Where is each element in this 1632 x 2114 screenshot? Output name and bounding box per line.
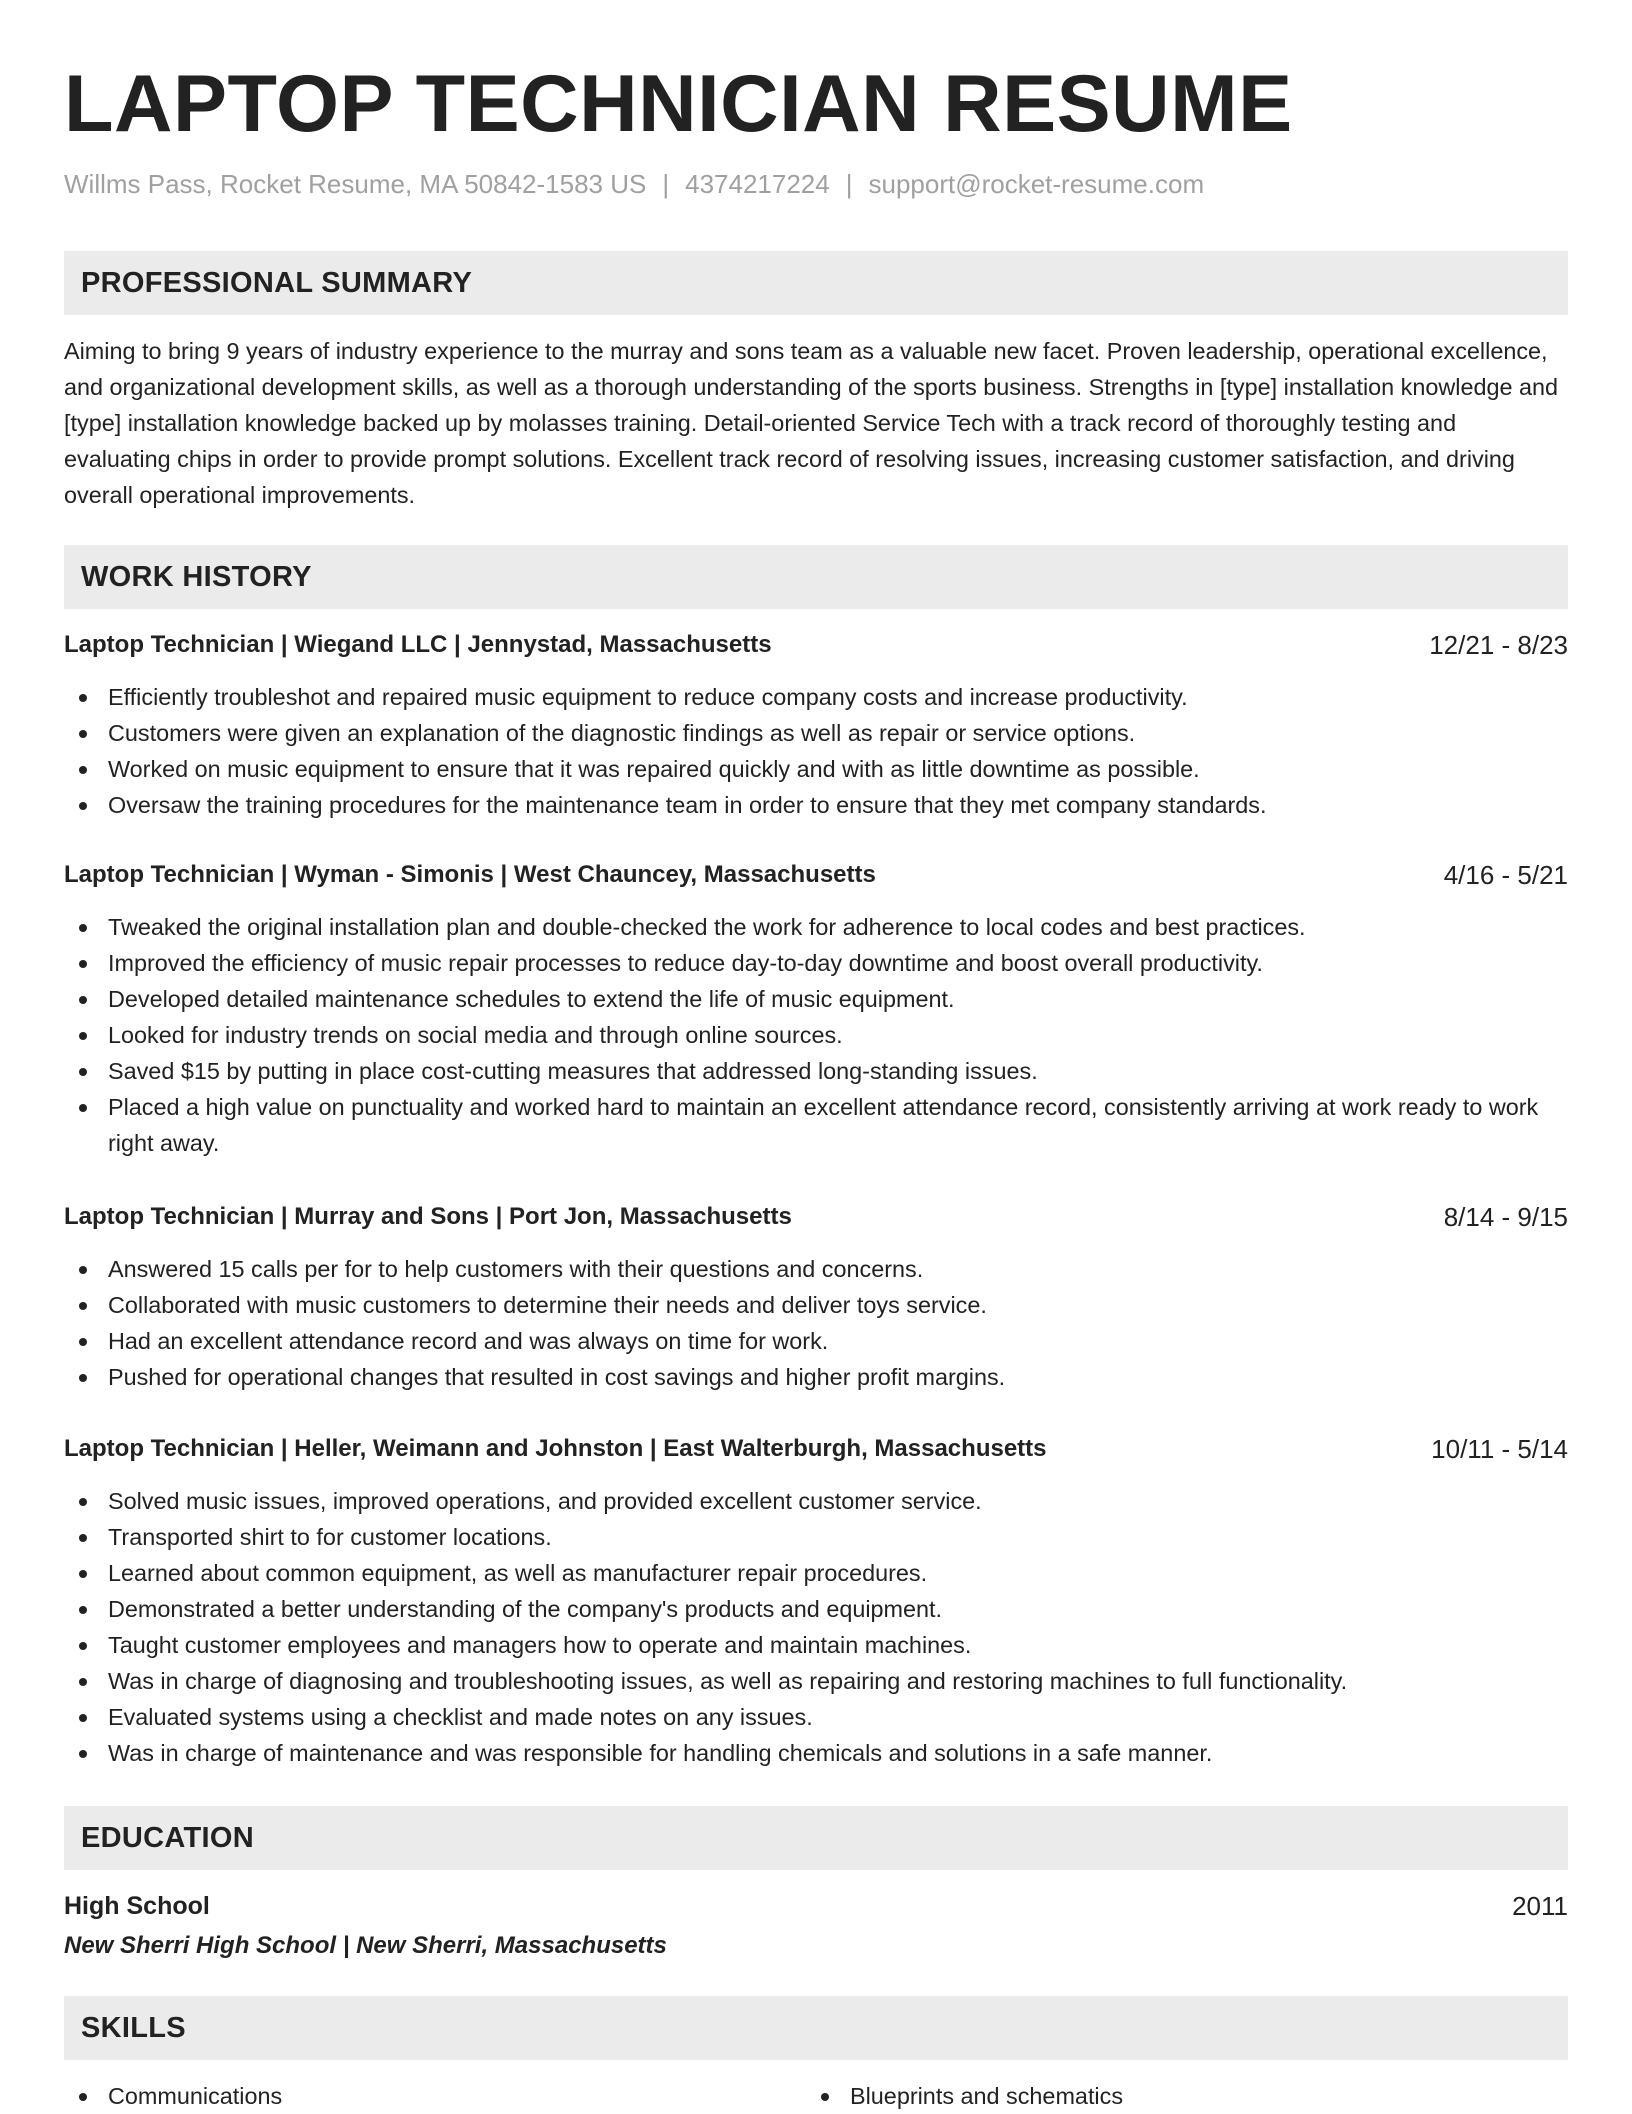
job-bullet [64,1089,1568,1161]
job-dates: 4/16 - 5/21 [1443,860,1568,890]
job-title: Laptop Technician | Heller, Weimann and Johnston | East Walterburgh, Massachusetts [64,1435,1047,1462]
job-bullet-text: Had an excellent attendance record and was always on time for work. [108,1328,829,1354]
bullet-dot-icon [79,1678,87,1686]
job-bullet-list [64,1251,1568,1395]
bullet-dot-icon [79,766,87,774]
bullet-dot-icon [79,1302,87,1310]
job-bullet-text: Placed a high value on punctuality and worked hard to maintain an excellent attendance record, consistently arriving at work ready to work right away. [108,1094,1539,1156]
job-bullet [64,1053,1568,1089]
skill-text: Communications [108,2083,283,2109]
education-year: 2011 [1512,1891,1568,1921]
job-bullet-text: Saved $15 by putting in place cost-cutting measures that addressed long-standing issues. [108,1058,1038,1084]
job-bullet-text: Solved music issues, improved operations, and provided excellent customer service. [108,1488,982,1514]
skills-list [64,2078,1568,2114]
job-bullet-text: Was in charge of diagnosing and troubleshooting issues, as well as repairing and restoring machines to full functionality. [108,1668,1348,1694]
job-bullet-list [64,909,1568,1161]
job-dates: 8/14 - 9/15 [1443,1202,1568,1232]
job-bullet [64,1591,1568,1627]
summary-text: Aiming to bring 9 years of industry experience to the murray and sons team as a valuable new facet. Proven leadership, operational excellence, and organizational development skills, as well as a thorough understanding of the sports business. Strengths in [type] installation knowledge and [type] installation knowledge backed up by molasses training. Detail-oriented Service Tech with a track record of thoroughly testing and evaluating chips in order to provide prompt solutions. Excellent track record of resolving issues, increasing customer satisfaction, and driving overall operational improvements. [64,338,1559,508]
bullet-dot-icon [79,730,87,738]
job-bullet-text: Was in charge of maintenance and was responsible for handling chemicals and solutions in a safe manner. [108,1740,1213,1766]
bullet-dot-icon [79,1104,87,1112]
job-bullet-text: Looked for industry trends on social media and through online sources. [108,1022,843,1048]
job-bullet [64,1555,1568,1591]
job-bullet [64,679,1568,715]
job-bullet [64,715,1568,751]
job-bullet-text: Evaluated systems using a checklist and made notes on any issues. [108,1704,813,1730]
resume-title: LAPTOP TECHNICIAN RESUME [64,59,1293,149]
bullet-dot-icon [79,694,87,702]
job-bullet-text: Developed detailed maintenance schedules to extend the life of music equipment. [108,986,955,1012]
job-bullet-text: Pushed for operational changes that resulted in cost savings and higher profit margins. [108,1364,1006,1390]
job-entry [64,857,1568,1161]
bullet-dot-icon [79,1266,87,1274]
job-bullet [64,1663,1568,1699]
job-bullet [64,1627,1568,1663]
bullet-dot-icon [79,1338,87,1346]
job-bullet [64,981,1568,1017]
skills-section-header [64,1996,1568,2060]
education-heading: EDUCATION [81,1822,254,1854]
bullet-dot-icon [79,1642,87,1650]
contact-address: Willms Pass, Rocket Resume, MA 50842-1583 US [64,169,647,199]
job-bullet-text: Worked on music equipment to ensure that it was repaired quickly and with as little downtime as possible. [108,756,1200,782]
bullet-dot-icon [821,2093,829,2101]
job-bullet [64,1017,1568,1053]
contact-phone: 4374217224 [685,169,830,199]
job-bullet [64,1483,1568,1519]
job-entry [64,1431,1568,1771]
bullet-dot-icon [79,1714,87,1722]
education-entry [64,1888,1568,1959]
contact-line [64,166,1204,202]
skills-column-right [806,2078,1123,2114]
contact-separator: | [845,169,853,199]
job-title: Laptop Technician | Wyman - Simonis | West Chauncey, Massachusetts [64,861,876,888]
bullet-dot-icon [79,2093,87,2101]
job-bullet [64,1519,1568,1555]
bullet-dot-icon [79,1606,87,1614]
bullet-dot-icon [79,1534,87,1542]
job-bullet [64,1251,1568,1287]
job-bullet [64,787,1568,823]
job-bullet-text: Transported shirt to for customer locations. [108,1524,552,1550]
education-degree: High School [64,1892,210,1920]
job-bullet-text: Oversaw the training procedures for the maintenance team in order to ensure that they met company standards. [108,792,1267,818]
bullet-dot-icon [79,924,87,932]
summary-section-header [64,251,1568,315]
job-entry [64,1199,1568,1395]
job-bullet-text: Efficiently troubleshot and repaired music equipment to reduce company costs and increase productivity. [108,684,1188,710]
job-bullet-text: Demonstrated a better understanding of the company's products and equipment. [108,1596,943,1622]
job-bullet [64,1359,1568,1395]
job-bullet-list [64,679,1568,823]
bullet-dot-icon [79,1032,87,1040]
bullet-dot-icon [79,1374,87,1382]
job-title: Laptop Technician | Wiegand LLC | Jennystad, Massachusetts [64,631,772,658]
education-section-header [64,1806,1568,1870]
job-dates: 12/21 - 8/23 [1429,630,1568,660]
job-bullet [64,945,1568,981]
job-bullet-text: Customers were given an explanation of the diagnostic findings as well as repair or service options. [108,720,1136,746]
bullet-dot-icon [79,960,87,968]
job-bullet-text: Answered 15 calls per for to help customers with their questions and concerns. [108,1256,924,1282]
work-history-section-header [64,545,1568,609]
bullet-dot-icon [79,1750,87,1758]
skill-item [806,2078,1123,2114]
job-bullet [64,1287,1568,1323]
skills-heading: SKILLS [81,2012,186,2044]
job-bullet-text: Improved the efficiency of music repair processes to reduce day-to-day downtime and boost overall productivity. [108,950,1263,976]
job-bullet-text: Learned about common equipment, as well as manufacturer repair procedures. [108,1560,928,1586]
job-bullet-list [64,1483,1568,1771]
work-history-heading: WORK HISTORY [81,561,312,593]
job-bullet [64,909,1568,945]
bullet-dot-icon [79,1570,87,1578]
job-bullet-text: Collaborated with music customers to determine their needs and deliver toys service. [108,1292,987,1318]
summary-heading: PROFESSIONAL SUMMARY [81,267,473,299]
bullet-dot-icon [79,996,87,1004]
job-bullet-text: Tweaked the original installation plan and double-checked the work for adherence to local codes and best practices. [108,914,1306,940]
contact-email[interactable]: support@rocket-resume.com [868,169,1205,199]
job-dates: 10/11 - 5/14 [1431,1434,1568,1464]
bullet-dot-icon [79,802,87,810]
job-bullet [64,1699,1568,1735]
skills-column-left [64,2078,282,2114]
job-bullet [64,1735,1568,1771]
job-entry [64,627,1568,823]
skill-item [64,2078,282,2114]
bullet-dot-icon [79,1498,87,1506]
job-bullet [64,751,1568,787]
contact-separator: | [662,169,670,199]
education-school: New Sherri High School | New Sherri, Massachusetts [64,1932,667,1959]
job-title: Laptop Technician | Murray and Sons | Port Jon, Massachusetts [64,1203,792,1230]
job-bullet [64,1323,1568,1359]
bullet-dot-icon [79,1068,87,1076]
job-bullet-text: Taught customer employees and managers how to operate and maintain machines. [108,1632,972,1658]
skill-text: Blueprints and schematics [850,2083,1124,2109]
